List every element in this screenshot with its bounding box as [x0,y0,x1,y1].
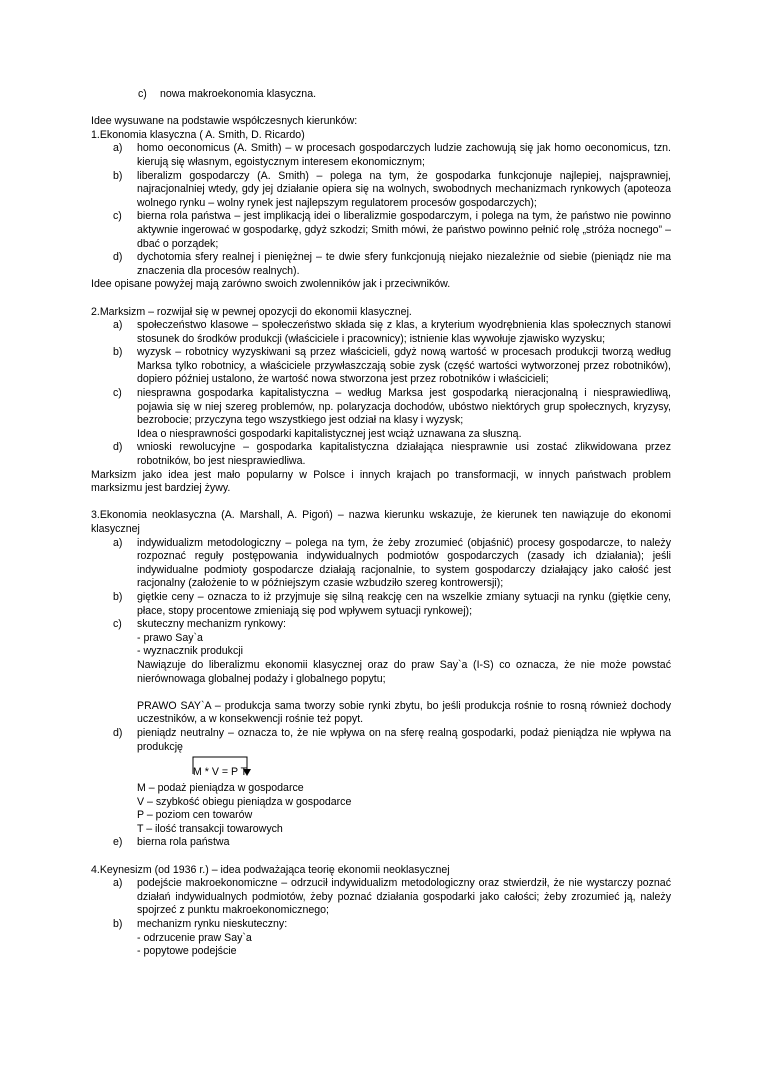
list-item [113,877,671,918]
section-closing: Idee opisane powyżej mają zarówno swoich zwolenników jak i przeciwników. [91,278,451,291]
definition-line: V – szybkość obiegu pieniądza w gospodarce [137,795,352,808]
list-text: homo oeconomicus (A. Smith) – w procesach gospodarczych ludzie zachowują się jak homo oeconomicus, tzn. kierują się własnym, egoistycznym interesem ekonomicznym; [137,142,671,168]
list-item [113,727,671,754]
section-heading: 3.Ekonomia neoklasyczna (A. Marshall, A. Pigoń) – nazwa kierunku wskazuje, że kierunek ten nawiązuje do ekonomi klasycznej [91,509,671,535]
list-extra-text: Idea o niesprawności gospodarki kapitalistycznej jest wciąż uznawana za słuszną. [137,427,522,440]
section-heading: 4.Keynesizm (od 1936 r.) – idea podważająca teorię ekonomii neoklasycznej [91,863,450,876]
definition-line: T – ilość transakcji towarowych [137,822,283,835]
list-marker: c) [138,88,147,100]
list-item [113,918,671,932]
list-item [113,441,671,468]
list-text: wyzysk – robotnicy wyzyskiwani są przez właścicieli, gdyż nową wartość w procesach produkcji tworzą według Marksa tylko robotnicy, a właściciele przywłaszczają sobie zysk (część wartości wytworzonej przez robotników), dopiero później ustalono, że wartość nowa stworzona jest przez robotników i właścicieli; [137,346,671,386]
list-text: wnioski rewolucyjne – gospodarka kapitalistyczna działająca niesprawnie usi zostać zlikwidowana przez robotników, bo jest niesprawiedliwa. [137,441,671,468]
list-item [113,537,671,591]
note-text: Nawiązuje do liberalizmu ekonomii klasycznej oraz do praw Say`a (I-S) co oznacza, że nie może powstać nierównowaga globalnej podaży i globalnego popytu; [137,658,671,685]
list-text: bierna rola państwa – jest implikacją idei o liberalizmie gospodarczym, i polega na tym, że państwo nie powinno aktywnie ingerować w gospodarkę, gdyż szkodzi; Smith mówi, że państwo powinno pełnić rolę „stróża nocnego” – dbać o porządek; [137,210,671,250]
list-text: indywidualizm metodologiczny – polega na tym, że żeby zrozumieć (objaśnić) procesy gospodarcze, to należy rozpoznać reguły postępowania indywidualnych podmiotów gospodarczych (zasady ich działania); jeśli indywidualne podmioty gospodarcze działają racjonalnie, to system gospodarczy działający jako całość jest racjonalny (założenie to w późniejszym czasie wzbudziło szereg kontrowersji); [137,536,671,590]
list-marker: a) [113,536,123,549]
list-text: giętkie ceny – oznacza to iż przyjmuje się silną reakcję cen na wszelkie zmiany sytuacji na rynku (giętkie ceny, płace, stopy procentowe zmieniają się pod wpływem sytuacji rynkowej); [137,590,671,617]
list-marker: a) [113,319,123,332]
formula-expression: M * V = P T [193,766,248,779]
list-text: społeczeństwo klasowe – społeczeństwo składa się z klas, a kryterium wyodrębnienia klas społecznych stanowi stosunek do środków produkcji (właściciele i pracownicy); istnienie klas wywołuje zjawisko wyzysku; [137,319,671,345]
section-closing: Marksizm jako idea jest mało popularny w Polsce i innych krajach po transformacji, w innych państwach problem marksizmu jest bardziej żywy. [91,468,671,495]
intro-text: Idee wysuwane na podstawie współczesnych kierunków: [91,115,358,128]
list-text: pieniądz neutralny – oznacza to, że nie wpływa on na sferę realną gospodarki, podaż pieniądza nie wpływa na produkcję [137,726,671,753]
list-item [113,319,671,346]
list-item [113,170,671,211]
list-marker: c) [113,387,122,400]
list-text: liberalizm gospodarczy (A. Smith) – polega na tym, że gospodarka funkcjonuje najlepiej, najsprawniej, najracjonalniej wtedy, gdy jej działanie opiera się na wolnych, swobodnych mechanizmach rynkowych (apoteoza wolnego rynku – wolny rynek jest najlepszym regulatorem procesów gospodarczych); [137,169,671,209]
list-item [113,210,671,251]
section-heading: 1.Ekonomia klasyczna ( A. Smith, D. Ricardo) [91,128,305,141]
list-item [113,591,671,618]
definition-line: P – poziom cen towarów [137,809,253,822]
list-marker: b) [113,590,123,603]
list-marker: d) [113,441,123,454]
sub-line: - wyznacznik produkcji [137,645,243,658]
list-text: niesprawna gospodarka kapitalistyczna – według Marksa jest gospodarką nieracjonalną i niesprawiedliwą, pojawia się w niej szereg problemów, np. polaryzacja dochodów, ubóstwo niektórych grup społecznych, kryzysy, bezrobocie; przyczyna tego wszystkiego jest odział na klasy i wyzysk; [137,387,671,427]
list-marker: c) [113,210,122,223]
formula [137,754,671,782]
document-page [91,88,671,959]
list-item [138,88,671,102]
list-marker: c) [113,618,122,631]
list-item [113,251,671,278]
list-text: dychotomia sfery realnej i pieniężnej – te dwie sfery funkcjonują niejako niezależnie od siebie (pieniądz nie ma znaczenia dla procesów realnych). [137,251,671,277]
definition-line: M – podaż pieniądza w gospodarce [137,782,304,795]
list-text: skuteczny mechanizm rynkowy: [137,618,286,631]
list-item [113,387,671,441]
list-item [113,836,671,850]
list-marker: d) [113,726,123,739]
law-text: PRAWO SAY`A – produkcja sama tworzy sobie rynki zbytu, bo jeśli produkcja rośnie to rosną również dochody uczestników, a w konsekwencji rośnie też popyt. [137,699,671,726]
list-marker: d) [113,251,123,264]
list-item [113,142,671,169]
list-marker: b) [113,169,123,182]
list-marker: a) [113,142,123,155]
list-item [113,346,671,387]
list-item [113,618,671,632]
list-text: bierna rola państwa [137,836,230,849]
list-marker: a) [113,877,123,890]
list-text: nowa makroekonomia klasyczna. [160,88,317,100]
section-heading: 2.Marksizm – rozwijał się w pewnej opozycji do ekonomii klasycznej. [91,305,412,318]
list-marker: e) [113,836,123,849]
list-marker: b) [113,346,123,359]
list-marker: b) [113,918,123,931]
list-text: podejście makroekonomiczne – odrzucił indywidualizm metodologiczny oraz stwierdził, że nie wystarczy poznać działań indywidualnych podmiotów, żeby poznać działania gospodarki jako całości; żeby zrozumieć ją, należy spojrzeć z punktu makroekonomicznego; [137,877,671,917]
list-text: mechanizm rynku nieskuteczny: [137,918,288,931]
sub-line: - prawo Say`a [137,631,203,644]
sub-line: - odrzucenie praw Say`a [137,931,252,944]
sub-line: - popytowe podejście [137,945,237,958]
